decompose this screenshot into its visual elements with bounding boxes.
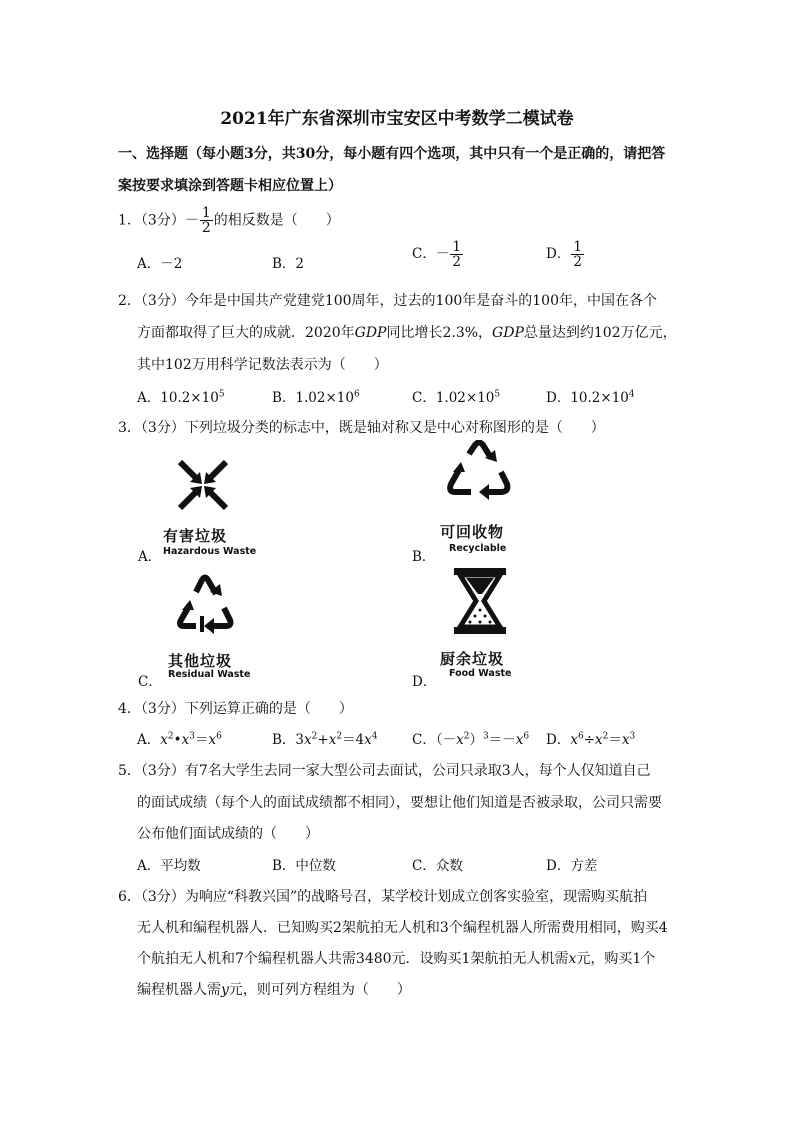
q4-option-c-letter: C． <box>412 732 436 748</box>
q4-option-a: A．$x^2•x^3=x^6$ <box>137 731 222 748</box>
hazardous-waste-label-en: Hazardous Waste <box>163 546 257 557</box>
q2-option-b <box>272 386 360 406</box>
q2-gdp-1: GDP <box>354 325 387 341</box>
section-header-line1: 一、选择题（每小题3分，共30分，每小题有四个选项，其中只有一个是正确的，请把答 <box>118 146 666 162</box>
residual-waste-label-cn: 其他垃圾 <box>168 652 233 670</box>
q2-option-c-exp: 5 <box>494 389 501 400</box>
q6-line3-b: 元，购买1个 <box>576 951 656 967</box>
q1-option-c-prefix: C．－ <box>412 246 450 262</box>
q2-option-b-base: B．1.02×10 <box>272 390 354 406</box>
q1-option-c <box>412 240 464 269</box>
q6-line1: 6．（3分）为响应“科教兴国”的战略号召，某学校计划成立创客实验室，现需购买航拍 <box>118 889 648 905</box>
q1-option-d-num: 1 <box>573 239 582 255</box>
q2-option-d-base: D．10.2×10 <box>546 390 629 406</box>
q4-option-c: C．$(-x^2)^3=-x^6$ <box>412 731 530 748</box>
q1-option-d-fraction <box>571 240 584 269</box>
q1-frac-num: 1 <box>201 205 211 221</box>
q1-prefix: 1．（3分）－ <box>118 212 199 229</box>
q2-option-a-exp: 5 <box>218 389 225 400</box>
q5-line3: 公布他们面试成绩的（ ） <box>137 826 319 842</box>
q1-option-d-prefix: D． <box>546 246 571 262</box>
q1-suffix: 的相反数是（ ） <box>213 212 340 229</box>
food-waste-label-en: Food Waste <box>449 668 512 679</box>
q2-option-d-exp: 4 <box>628 389 635 400</box>
q3-option-a-letter: A． <box>138 549 162 565</box>
q3-option-d-letter: D． <box>412 674 437 690</box>
q5-line1: 5．（3分）有7名大学生去同一家大型公司去面试，公司只录取3人，每个人仅知道自己 <box>118 763 651 779</box>
q2-line2-b: 同比增长2.3%， <box>386 325 493 341</box>
page-title: 2021年广东省深圳市宝安区中考数学二模试卷 <box>220 109 574 129</box>
q2-option-c <box>412 386 500 406</box>
q6-line4-a: 编程机器人需 <box>137 982 221 998</box>
q2-line2 <box>137 322 677 342</box>
q2-option-b-exp: 6 <box>353 389 360 400</box>
q4-option-d: D．$x^6\div x^2=x^3$ <box>546 731 636 748</box>
residual-waste-label-en: Residual Waste <box>168 669 251 680</box>
recyclable-label-en: Recyclable <box>449 543 507 554</box>
q1-frac-den: 2 <box>201 220 211 236</box>
q6-line3-a: 个航拍无人机和7个编程机器人共需3480元．设购买1架航拍无人机需 <box>137 951 569 967</box>
food-waste-icon <box>450 566 510 636</box>
q1-fraction <box>200 206 213 235</box>
recyclable-icon <box>445 440 513 502</box>
q5-line2: 的面试成绩（每个人的面试成绩都不相同），要想让他们知道是否被录取，公司只需要 <box>137 795 662 811</box>
q2-option-a <box>137 386 225 406</box>
food-waste-label-cn: 厨余垃圾 <box>440 650 505 668</box>
q3-line1: 3．（3分）下列垃圾分类的标志中，既是轴对称又是中心对称图形的是（ ） <box>118 420 605 436</box>
q2-gdp-2: GDP <box>492 325 524 341</box>
q6-line4 <box>137 979 411 999</box>
q1-option-b: B．2 <box>272 256 305 272</box>
question-1 <box>118 206 340 235</box>
q6-var-y: y <box>221 982 229 998</box>
q1-option-a: A．－2 <box>137 256 183 272</box>
q2-line3: 其中102万用科学记数法表示为（ ） <box>137 357 388 373</box>
q2-option-d <box>546 386 635 406</box>
q2-line1: 2．（3分）今年是中国共产党建党100周年，过去的100年是奋斗的100年，中国在各个 <box>118 293 657 309</box>
q5-option-c: C．众数 <box>412 858 463 874</box>
q6-line3 <box>137 948 655 968</box>
q3-option-c-letter: C． <box>138 674 162 690</box>
q4-option-b-letter: B． <box>272 732 296 748</box>
q1-option-d-den: 2 <box>573 254 582 270</box>
q5-option-d: D．方差 <box>546 858 598 874</box>
residual-waste-icon <box>174 572 236 634</box>
q1-option-c-den: 2 <box>452 254 461 270</box>
recyclable-label-cn: 可回收物 <box>440 523 505 541</box>
q5-option-b: B．中位数 <box>272 858 336 874</box>
q6-line2: 无人机和编程机器人．已知购买2架航拍无人机和3个编程机器人所需费用相同，购买4 <box>137 920 668 936</box>
hazardous-waste-icon <box>176 458 230 512</box>
q2-line2-a: 方面都取得了巨大的成就．2020年 <box>137 325 355 341</box>
q2-line2-c: 总量达到约102万亿元， <box>523 325 677 341</box>
q4-option-b: B．$3x^2+x^2=4x^4$ <box>272 731 378 748</box>
q4-option-d-letter: D． <box>546 732 571 748</box>
q2-option-a-base: A．10.2×10 <box>137 390 219 406</box>
q1-option-c-fraction <box>450 240 463 269</box>
q6-var-x: x <box>568 951 577 967</box>
q6-line4-b: 元，则可列方程组为（ ） <box>228 982 411 998</box>
q1-option-d <box>546 240 585 269</box>
q4-line1: 4．（3分）下列运算正确的是（ ） <box>118 701 353 717</box>
hazardous-waste-label-cn: 有害垃圾 <box>163 527 228 545</box>
q5-option-a: A．平均数 <box>137 858 201 874</box>
q3-option-b-letter: B． <box>412 549 436 565</box>
section-header-line2: 案按要求填涂到答题卡相应位置上） <box>118 178 342 194</box>
q2-option-c-base: C．1.02×10 <box>412 390 495 406</box>
q1-option-c-num: 1 <box>452 239 461 255</box>
q4-option-a-letter: A． <box>137 732 161 748</box>
